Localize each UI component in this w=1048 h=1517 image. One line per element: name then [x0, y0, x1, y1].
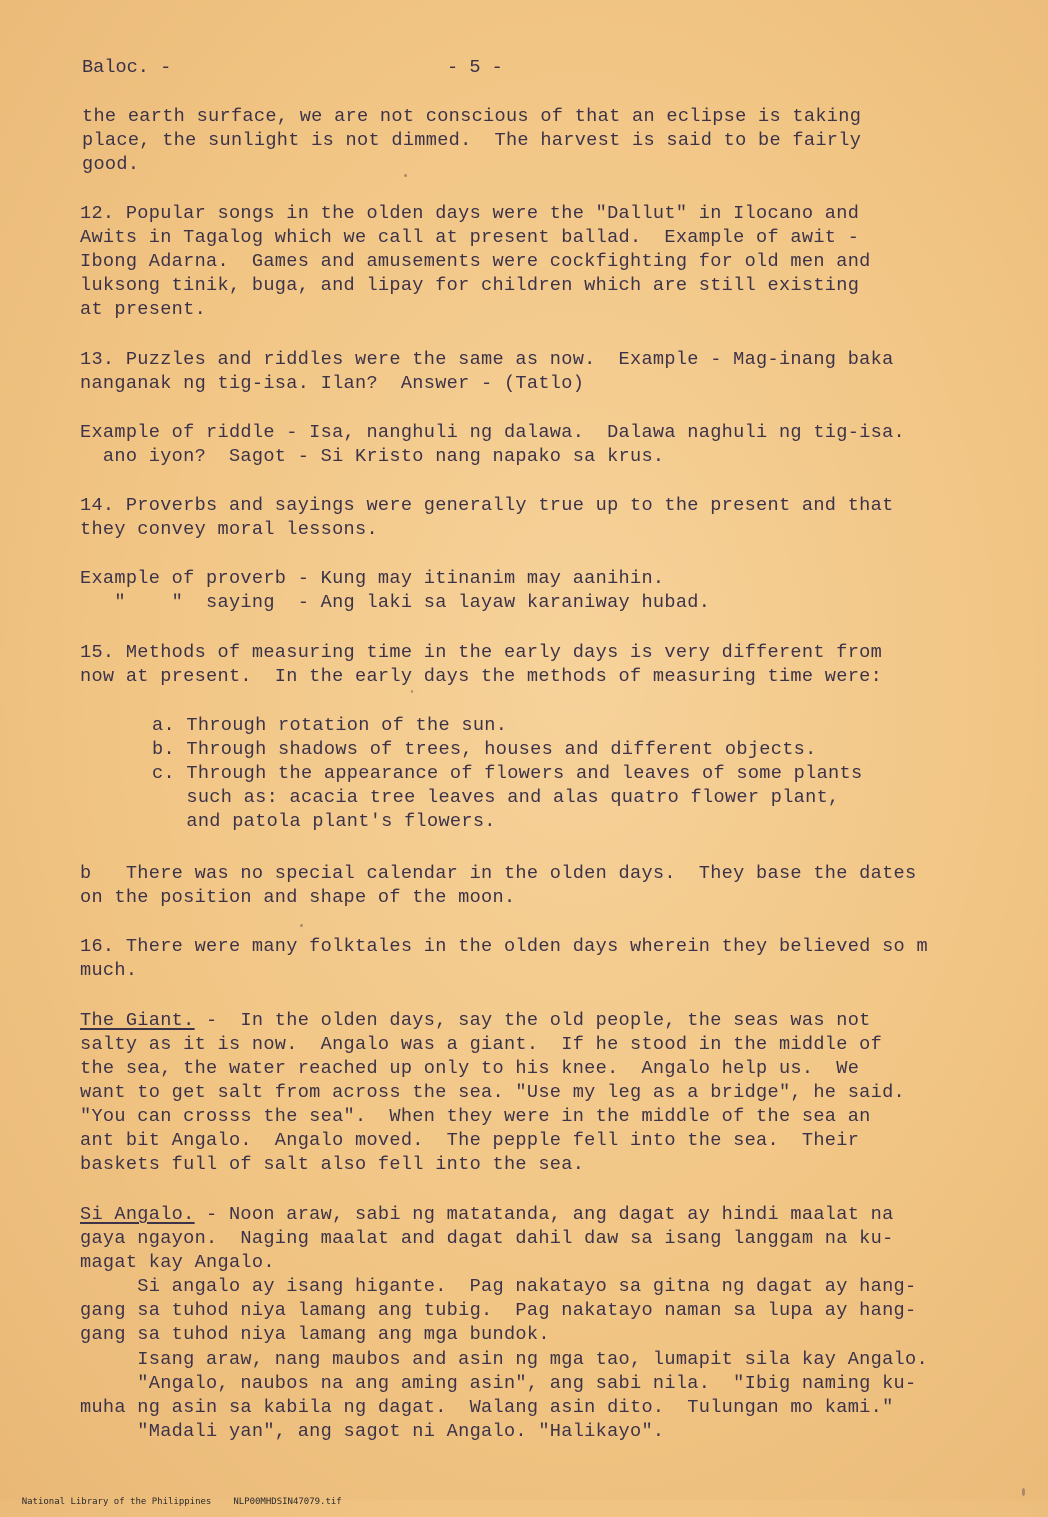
text-line: such as: acacia tree leaves and alas quatro flower plant,	[152, 787, 840, 808]
text-line: gaya ngayon. Naging maalat and dagat dahil daw sa isang langgam na ku-	[80, 1228, 894, 1249]
text-line: and patola plant's flowers.	[152, 811, 496, 832]
text-line: c. Through the appearance of flowers and leaves of some plants	[152, 763, 863, 784]
text-line: b. Through shadows of trees, houses and different objects.	[152, 739, 817, 760]
text-line: ano iyon? Sagot - Si Kristo nang napako sa krus.	[80, 446, 665, 467]
text-line: place, the sunlight is not dimmed. The harvest is said to be fairly	[82, 130, 862, 151]
text-line: at present.	[80, 299, 207, 320]
text-line: they convey moral lessons.	[80, 519, 378, 540]
text-line: 14. Proverbs and sayings were generally true up to the present and that	[80, 495, 894, 516]
text-line: "Madali yan", ang sagot ni Angalo. "Halikayo".	[80, 1421, 665, 1442]
text-line: muha ng asin sa kabila ng dagat. Walang asin dito. Tulungan mo kami."	[80, 1397, 894, 1418]
text-line: now at present. In the early days the methods of measuring time were:	[80, 666, 883, 687]
text-line: baskets full of salt also fell into the sea.	[80, 1154, 585, 1175]
line-remainder: - Noon araw, sabi ng matatanda, ang dagat ay hindi maalat na	[194, 1204, 894, 1225]
text-line: Ibong Adarna. Games and amusements were cockfighting for old men and	[80, 251, 871, 272]
text-line: magat kay Angalo.	[80, 1252, 275, 1273]
line-remainder: - In the olden days, say the old people, the seas was not	[194, 1010, 871, 1031]
footer-filename: NLP00MHDSIN47079.tif	[233, 1497, 342, 1507]
text-line	[80, 1203, 894, 1227]
text-line: Si angalo ay isang higante. Pag nakatayo sa gitna ng dagat ay hang-	[80, 1276, 917, 1297]
text-line: gang sa tuhod niya lamang ang mga bundok.	[80, 1324, 550, 1345]
paper-speck	[411, 690, 413, 693]
paper-speck	[1022, 1488, 1025, 1496]
text-line: want to get salt from across the sea. "Use my leg as a bridge", he said.	[80, 1082, 905, 1103]
text-line: Awits in Tagalog which we call at present ballad. Example of awit -	[80, 227, 860, 248]
page-number: - 5 -	[447, 57, 503, 78]
text-line: luksong tinik, buga, and lipay for children which are still existing	[80, 275, 860, 296]
text-line: 12. Popular songs in the olden days were the "Dallut" in Ilocano and	[80, 203, 860, 224]
underlined-title: Si Angalo.	[80, 1204, 195, 1225]
text-line: good.	[82, 154, 140, 175]
scan-footer	[0, 1487, 364, 1517]
text-line: much.	[80, 960, 138, 981]
text-line: "You can crosss the sea". When they were in the middle of the sea an	[80, 1106, 871, 1127]
paper-speck	[404, 174, 407, 177]
text-line: Example of riddle - Isa, nanghuli ng dalawa. Dalawa naghuli ng tig-isa.	[80, 422, 905, 443]
text-line: on the position and shape of the moon.	[80, 887, 516, 908]
text-line: salty as it is now. Angalo was a giant. If he stood in the middle of	[80, 1034, 883, 1055]
text-line: ant bit Angalo. Angalo moved. The pepple fell into the sea. Their	[80, 1130, 860, 1151]
text-line: 16. There were many folktales in the olden days wherein they believed so m	[80, 936, 928, 957]
text-line: Isang araw, nang maubos and asin ng mga tao, lumapit sila kay Angalo.	[80, 1349, 928, 1370]
text-line: " " saying - Ang laki sa layaw karaniway hubad.	[80, 592, 711, 613]
text-line: a. Through rotation of the sun.	[152, 715, 508, 736]
text-line: 13. Puzzles and riddles were the same as now. Example - Mag-inang baka	[80, 349, 894, 370]
text-line	[80, 1009, 871, 1033]
header-label: Baloc. -	[82, 57, 172, 78]
text-line: 15. Methods of measuring time in the early days is very different from	[80, 642, 883, 663]
text-line: b There was no special calendar in the olden days. They base the dates	[80, 863, 917, 884]
paper-speck	[300, 924, 303, 927]
text-line: nanganak ng tig-isa. Ilan? Answer - (Tatlo)	[80, 373, 585, 394]
text-line: Example of proverb - Kung may itinanim may aanihin.	[80, 568, 665, 589]
text-line: the earth surface, we are not conscious of that an eclipse is taking	[82, 106, 862, 127]
text-line: "Angalo, naubos na ang aming asin", ang sabi nila. "Ibig naming ku-	[80, 1373, 917, 1394]
text-line: gang sa tuhod niya lamang ang tubig. Pag nakatayo naman sa lupa ay hang-	[80, 1300, 917, 1321]
underlined-title: The Giant.	[80, 1010, 195, 1031]
text-line: the sea, the water reached up only to his knee. Angalo help us. We	[80, 1058, 860, 1079]
footer-library: National Library of the Philippines	[21, 1497, 212, 1507]
